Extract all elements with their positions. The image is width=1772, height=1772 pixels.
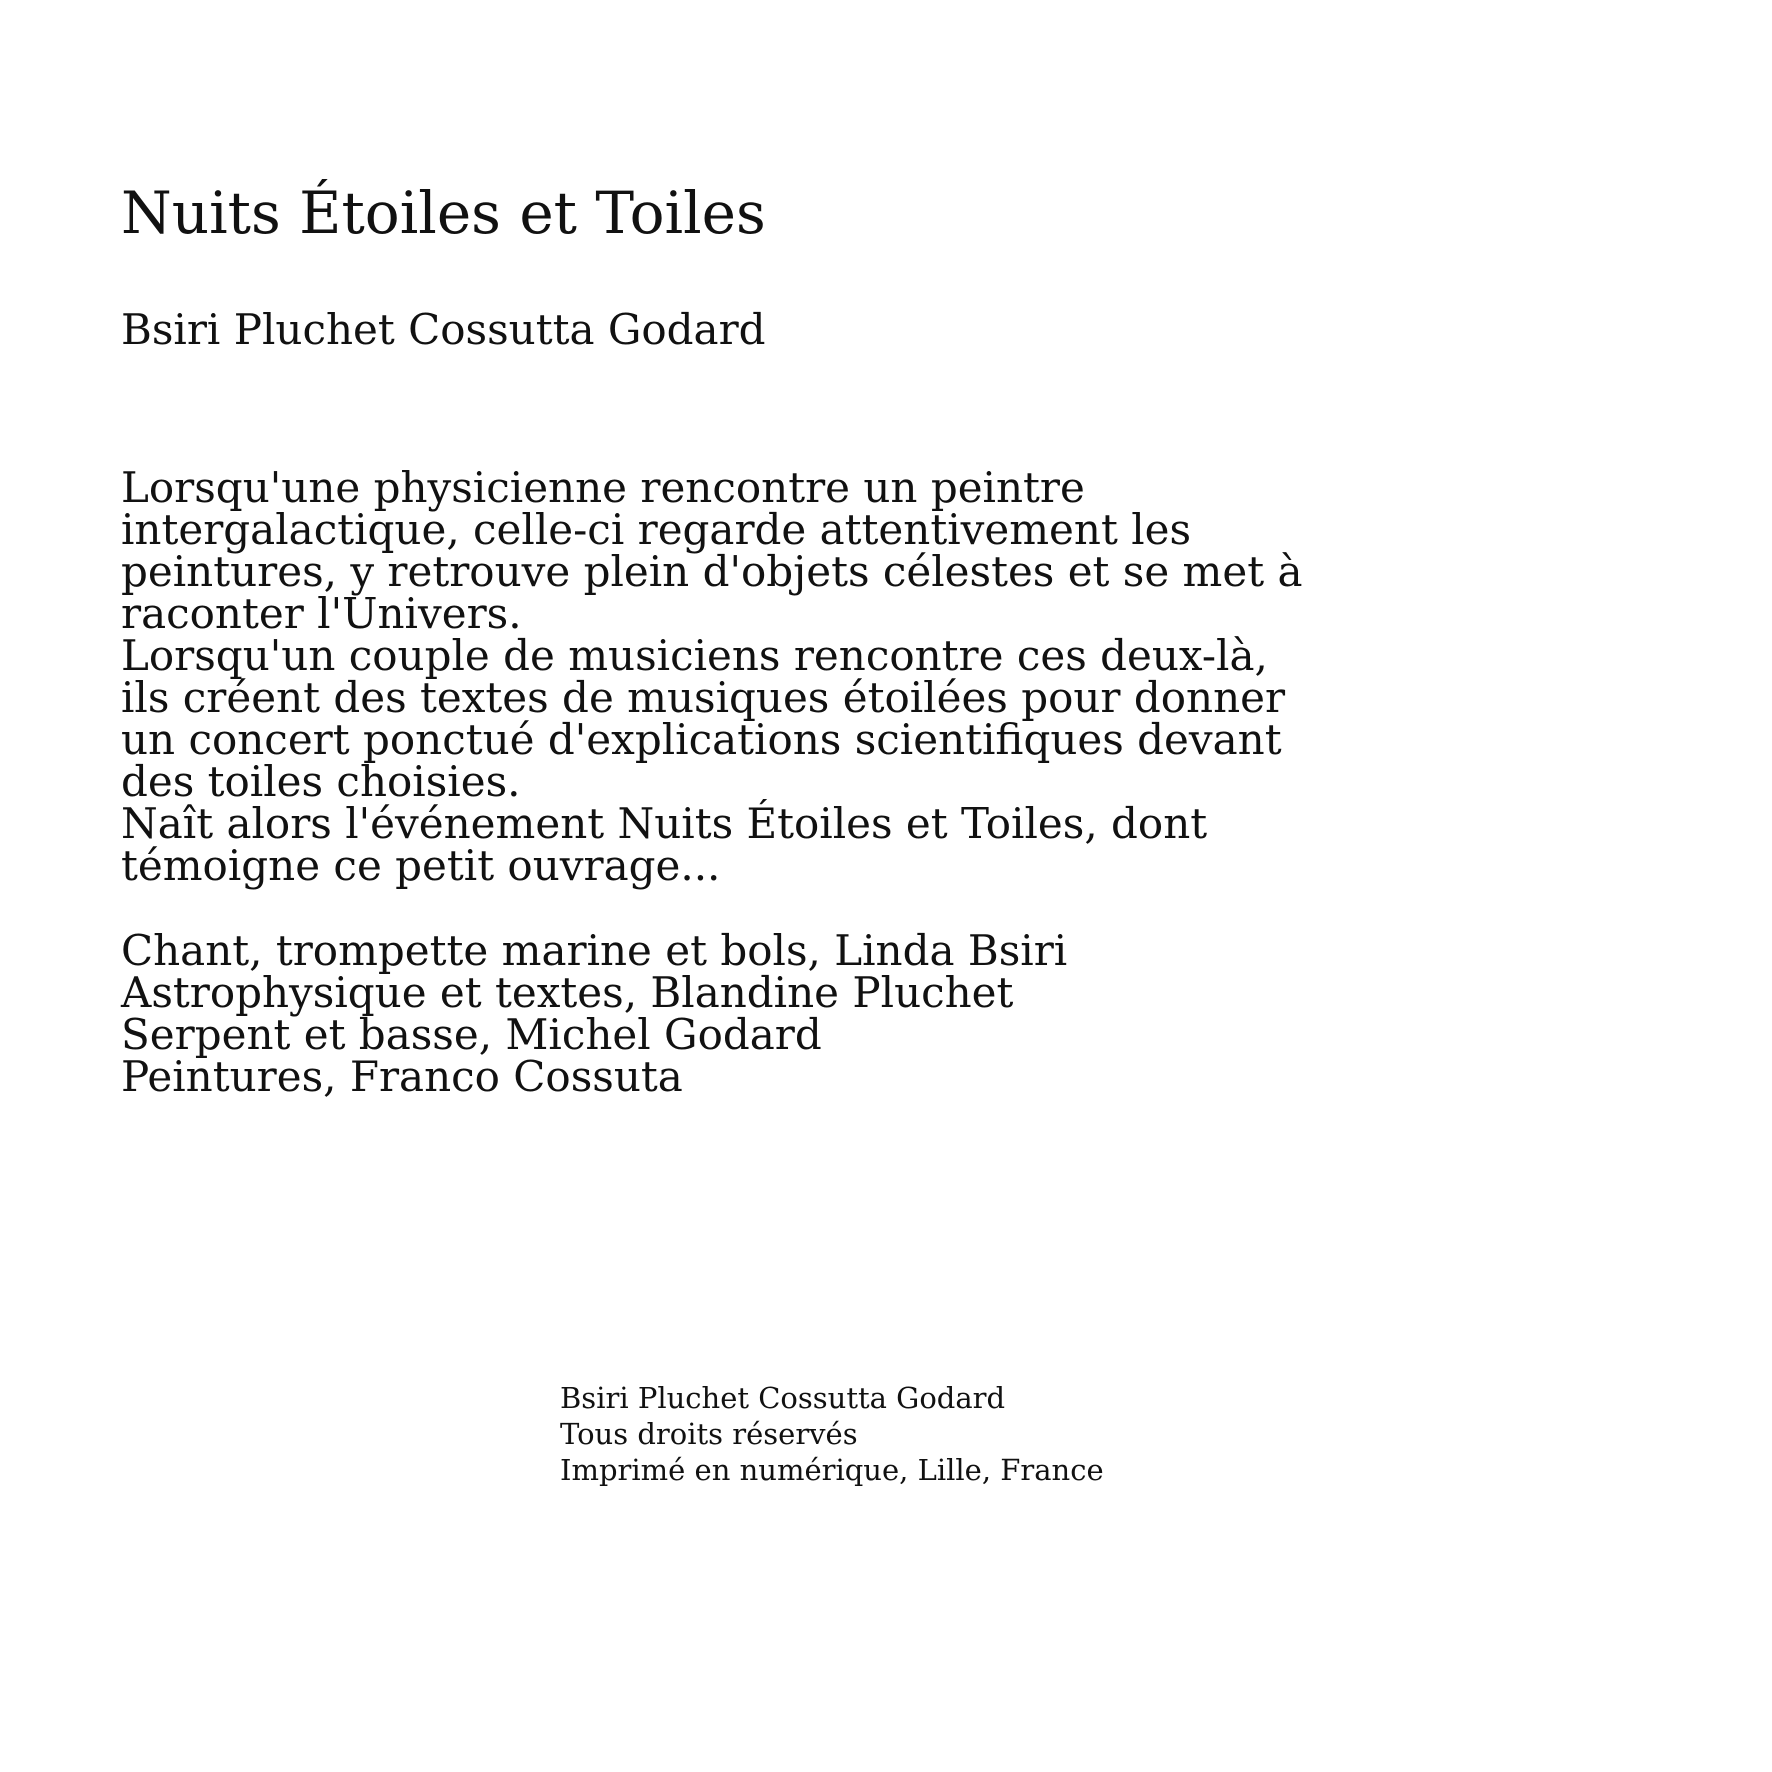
blurb-line: peintures, y retrouve plein d'objets célestes et se met à (121, 547, 1303, 596)
performer-credits (121, 926, 1068, 1101)
blurb-line: intergalactique, celle-ci regarde attentivement les (121, 505, 1192, 554)
credit-line: Serpent et basse, Michel Godard (121, 1010, 822, 1059)
blurb-line: un concert ponctué d'explications scientifiques devant (121, 715, 1282, 764)
blurb-line: des toiles choisies. (121, 757, 521, 806)
blurb-line: ils créent des textes de musiques étoilées pour donner (121, 673, 1286, 722)
book-blurb (121, 463, 1361, 890)
colophon-line: Bsiri Pluchet Cossutta Godard (560, 1381, 1006, 1415)
book-title: Nuits Étoiles et Toiles (121, 179, 766, 247)
credit-line: Astrophysique et textes, Blandine Pluchet (121, 968, 1014, 1017)
colophon-line: Tous droits réservés (560, 1417, 858, 1451)
credit-line: Peintures, Franco Cossuta (121, 1052, 683, 1101)
colophon (560, 1380, 1104, 1488)
blurb-line: Lorsqu'un couple de musiciens rencontre ces deux-là, (121, 631, 1268, 680)
credit-line: Chant, trompette marine et bols, Linda Bsiri (121, 926, 1068, 975)
colophon-line: Imprimé en numérique, Lille, France (560, 1453, 1104, 1487)
blurb-line: Naît alors l'événement Nuits Étoiles et Toiles, dont (121, 799, 1208, 848)
blurb-line: Lorsqu'une physicienne rencontre un peintre (121, 463, 1085, 512)
book-authors: Bsiri Pluchet Cossutta Godard (121, 305, 766, 354)
blurb-line: témoigne ce petit ouvrage... (121, 841, 721, 890)
blurb-line: raconter l'Univers. (121, 589, 522, 638)
